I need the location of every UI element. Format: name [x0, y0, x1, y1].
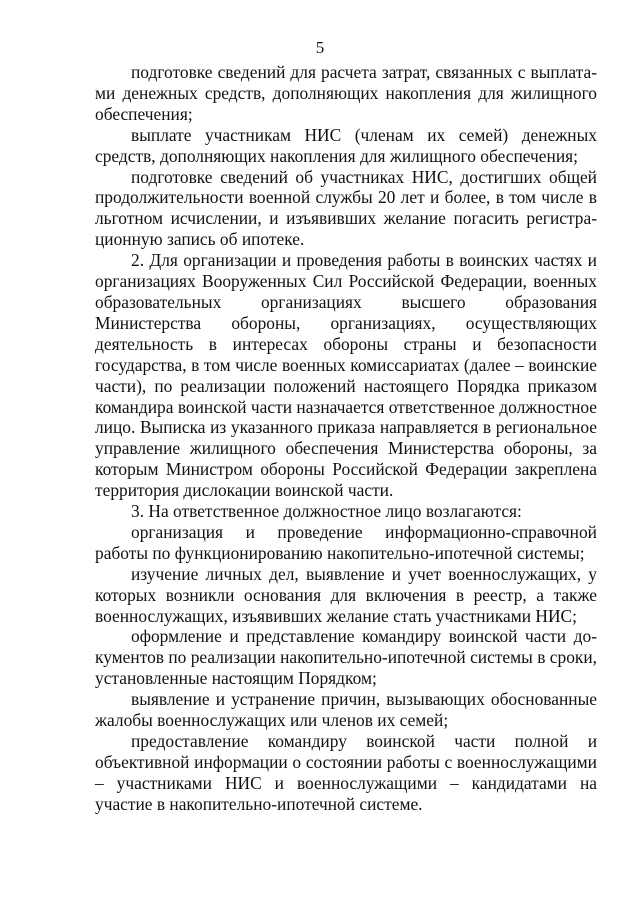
- paragraph: изучение личных дел, выявление и учет военнослужащих, у которых возникли основания для включения в реестр, а также военнослужащих, изъявивших желание стать участниками НИС;: [95, 563, 597, 626]
- paragraph: подготовке сведений для расчета затрат, связанных с выплатами денежных средств, дополняющих накопления для жилищного обеспечения;: [95, 62, 597, 124]
- paragraph: выявление и устранение причин, вызывающих обоснованные жалобы военнослужащих или членов их семей;: [95, 689, 597, 731]
- paragraph: подготовке сведений об участниках НИС, достигших общей продолжительности военной службы 20 лет и более, в том числе в льготном исчислении, и изъявивших желание погасить регистрационную запись об ипотеке.: [95, 166, 597, 250]
- paragraph: предоставление командиру воинской части полной и объективной информации о состоянии работы с военнослужащими – участниками НИС и военнослужащими – кандидатами на участие в накопительно-ипотечной системе.: [95, 731, 597, 814]
- paragraph: 2. Для организации и проведения работы в воинских частях и организациях Вооруженных Сил Российской Федерации, военных образовательных организациях высшего образования Министерства обороны, организациях, осуществляющих деятельность в интересах обороны страны и безопасности государства, в том числе военных комиссариатах (далее – воинские части), по реализации положений настоящего Порядка приказом командира воинской части назначается ответственное должностное лицо. Выписка из указанного приказа направляется в региональное управление жилищного обеспечения Министерства обороны, за которым Министром обороны Российской Федерации закреплена территория дислокации воинской части.: [95, 250, 597, 501]
- paragraph: выплате участникам НИС (членам их семей) денежных средств, дополняющих накопления для жилищного обеспечения;: [95, 124, 597, 166]
- paragraph: 3. На ответственное должностное лицо возлагаются:: [131, 501, 522, 522]
- page-number: 5: [315, 38, 325, 57]
- document-body: [95, 62, 597, 815]
- paragraph: организация и проведение информационно-справочной работы по функционированию накопительно-ипотечной системы;: [95, 521, 597, 563]
- paragraph: оформление и представление командиру воинской части документов по реализации накопительно-ипотечной системы в сроки, установленные настоящим Порядком;: [95, 626, 597, 689]
